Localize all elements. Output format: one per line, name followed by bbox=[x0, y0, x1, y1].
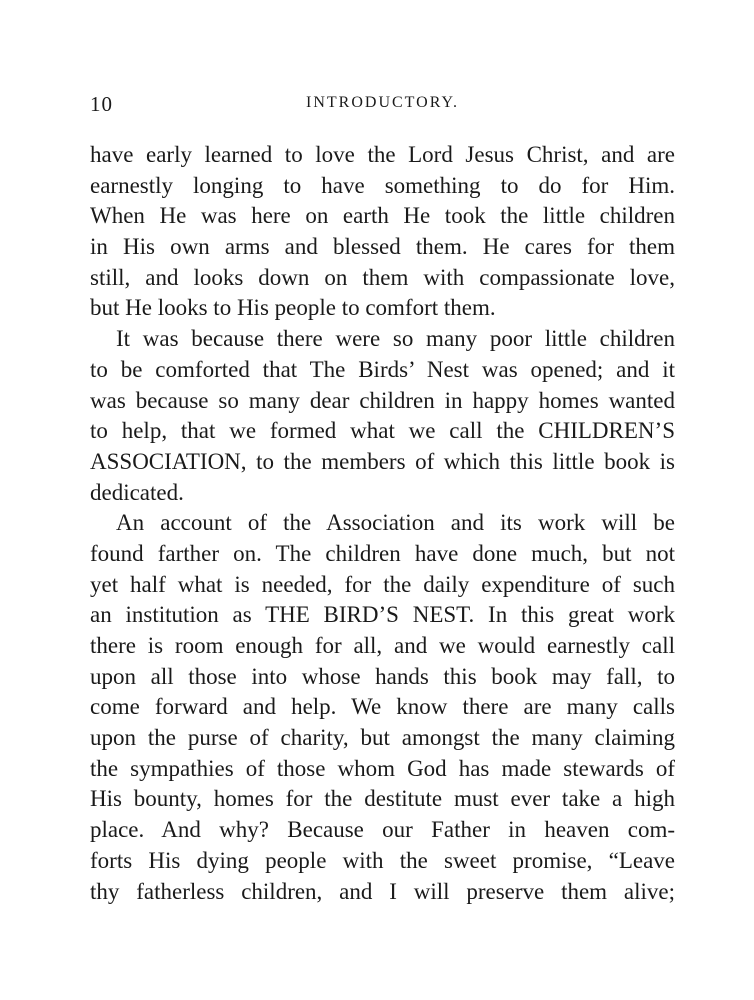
body-text bbox=[90, 140, 675, 907]
text-line: was because so many dear children in happy homes wanted bbox=[90, 387, 675, 413]
text-line: place. And why? Because our Father in heaven com- bbox=[90, 817, 675, 843]
page-number: 10 bbox=[90, 92, 113, 116]
text-line: dedicated. bbox=[90, 479, 184, 505]
text-line: have early learned to love the Lord Jesus Christ, and are bbox=[90, 142, 675, 167]
text-line: It was because there were so many poor little children bbox=[116, 326, 675, 352]
text-line: forts His dying people with the sweet promise, “Leave bbox=[90, 847, 675, 873]
text-line: upon the purse of charity, but amongst the many claiming bbox=[90, 725, 675, 751]
text-line: still, and looks down on them with compassionate love, bbox=[90, 264, 675, 290]
text-line: earnestly longing to have something to do for Him. bbox=[90, 172, 675, 198]
text-line: yet half what is needed, for the daily expenditure of such bbox=[90, 571, 675, 597]
text-line: found farther on. The children have done much, but not bbox=[90, 540, 675, 566]
text-line: An account of the Association and its work will be bbox=[116, 510, 675, 536]
text-line: to be comforted that The Birds’ Nest was opened; and it bbox=[90, 356, 675, 382]
text-line: When He was here on earth He took the little children bbox=[90, 203, 675, 229]
text-line: ASSOCIATION, to the members of which this little book is bbox=[90, 448, 675, 474]
text-line: come forward and help. We know there are many calls bbox=[90, 694, 675, 720]
text-line: the sympathies of those whom God has made stewards of bbox=[90, 755, 675, 781]
text-line: an institution as THE BIRD’S NEST. In this great work bbox=[90, 602, 675, 628]
text-line: upon all those into whose hands this book may fall, to bbox=[90, 663, 675, 689]
text-line: but He looks to His people to comfort them. bbox=[90, 295, 496, 321]
text-line: thy fatherless children, and I will preserve them alive; bbox=[90, 878, 675, 904]
text-line: to help, that we formed what we call the CHILDREN’S bbox=[90, 418, 675, 444]
chapter-title: INTRODUCTORY. bbox=[306, 94, 459, 111]
running-head bbox=[90, 92, 675, 118]
text-line: there is room enough for all, and we would earnestly call bbox=[90, 633, 675, 658]
text-line: His bounty, homes for the destitute must ever take a high bbox=[90, 786, 675, 812]
text-line: in His own arms and blessed them. He cares for them bbox=[90, 234, 675, 260]
